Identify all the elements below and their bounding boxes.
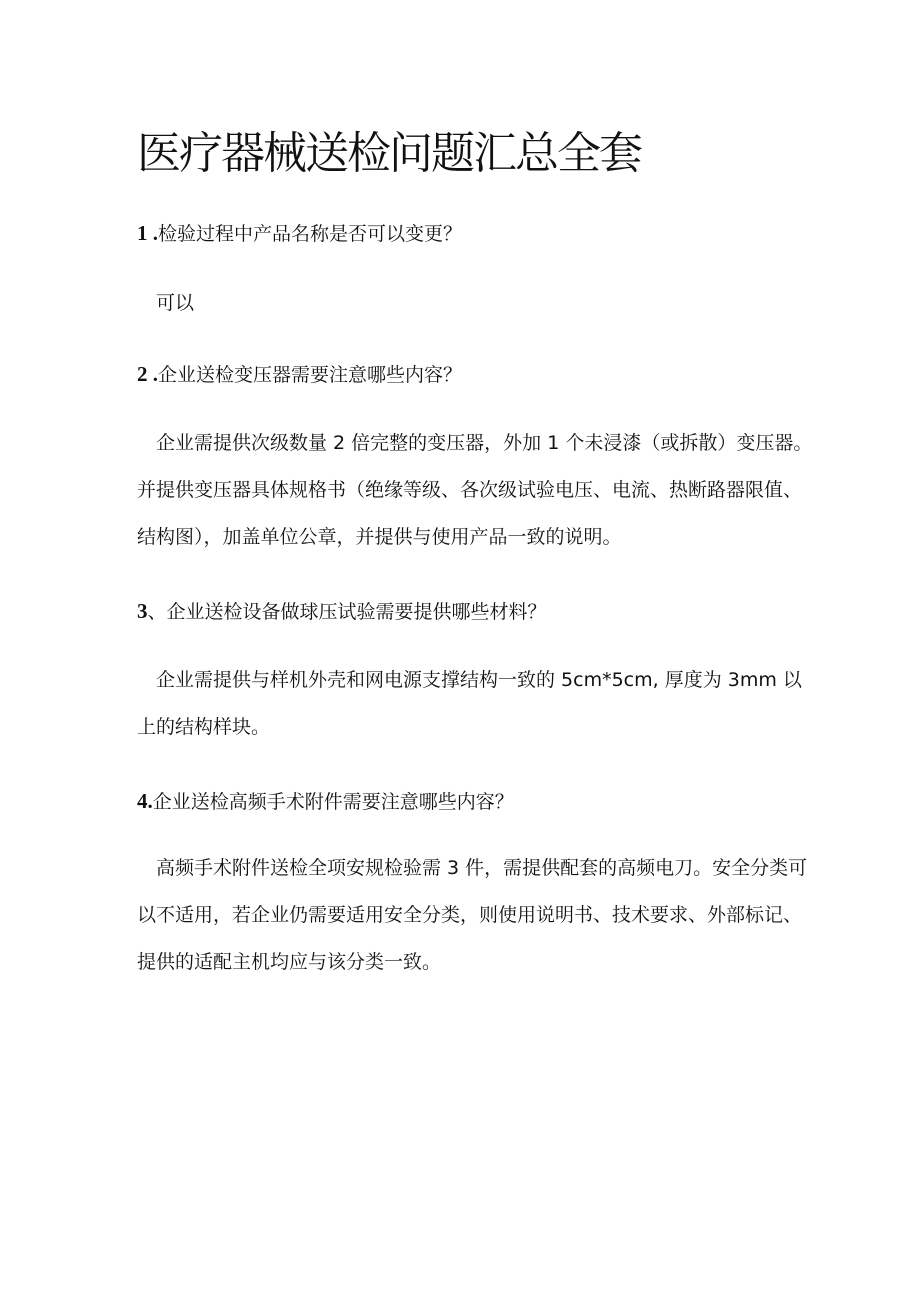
question-3 xyxy=(137,597,547,626)
answer-4: 高频手术附件送检全项安规检验需 3 件，需提供配套的高频电刀。安全分类可以不适用，若企业仍需要适用安全分类，则使用说明书、技术要求、外部标记、提供的适配主机均应与该分类一致。 xyxy=(137,857,808,973)
question-1 xyxy=(137,219,462,248)
question-text: 企业送检高频手术附件需要注意哪些内容？ xyxy=(152,791,514,813)
question-number: 3 xyxy=(137,599,148,623)
question-2 xyxy=(137,360,462,389)
question-number: 1 . xyxy=(137,221,158,245)
answer-2: 企业需提供次级数量 2 倍完整的变压器，外加 1 个未浸漆（或拆散）变压器。并提供变压器具体规格书（绝缘等级、各次级试验电压、电流、热断路器限值、结构图），加盖单位公章，并提供与使用产品一致的说明。 xyxy=(137,432,813,548)
document-title: 医疗器械送检问题汇总全套 xyxy=(137,128,641,179)
question-text: 检验过程中产品名称是否可以变更？ xyxy=(158,223,463,245)
answer-1: 可以 xyxy=(156,292,195,314)
question-4 xyxy=(137,787,514,816)
answer-3: 企业需提供与样机外壳和网电源支撑结构一致的 5cm*5cm, 厚度为 3mm 以上的结构样块。 xyxy=(137,669,802,738)
question-text: 企业送检变压器需要注意哪些内容？ xyxy=(158,364,463,386)
question-number: 2 . xyxy=(137,362,158,386)
question-number: 4. xyxy=(137,789,153,813)
question-text: 、企业送检设备做球压试验需要提供哪些材料？ xyxy=(147,601,547,623)
